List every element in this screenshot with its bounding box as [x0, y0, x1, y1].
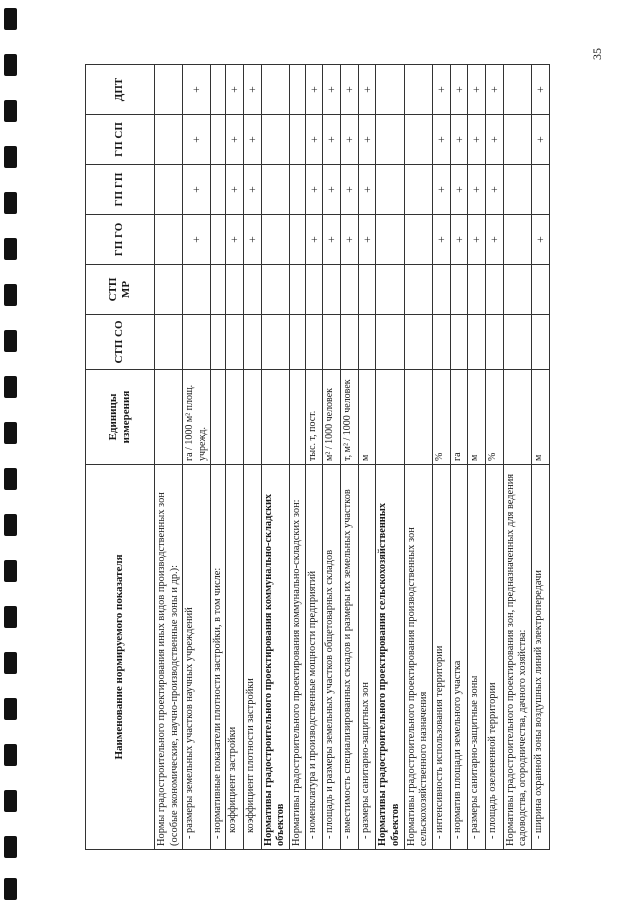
applicability-cell — [358, 265, 376, 315]
table-row — [503, 65, 531, 850]
applicability-cell: + — [433, 215, 451, 265]
applicability-cell — [290, 315, 306, 370]
table-row — [183, 65, 210, 850]
applicability-cell: + — [341, 215, 359, 265]
binder-hole — [4, 422, 17, 444]
applicability-cell: + — [226, 115, 244, 165]
table-row — [485, 65, 503, 850]
applicability-cell — [290, 65, 306, 115]
applicability-cell — [404, 115, 432, 165]
applicability-cell: + — [183, 65, 210, 115]
table-row — [226, 65, 244, 850]
applicability-cell — [404, 215, 432, 265]
table-row — [531, 65, 549, 850]
applicability-cell — [376, 215, 404, 265]
applicability-cell — [323, 315, 341, 370]
applicability-cell — [210, 65, 226, 115]
applicability-cell: + — [226, 215, 244, 265]
applicability-cell: + — [433, 165, 451, 215]
applicability-cell: + — [244, 215, 262, 265]
unit-cell: м² / 1000 человек — [323, 370, 341, 465]
applicability-cell — [503, 165, 531, 215]
applicability-cell: + — [244, 115, 262, 165]
applicability-cell — [210, 265, 226, 315]
applicability-cell — [210, 215, 226, 265]
applicability-cell: + — [433, 115, 451, 165]
binder-hole — [4, 54, 17, 76]
applicability-cell: + — [531, 115, 549, 165]
unit-cell — [376, 370, 404, 465]
applicability-cell — [244, 265, 262, 315]
applicability-cell — [376, 115, 404, 165]
unit-cell — [404, 370, 432, 465]
indicator-name-cell: - нормативные показатели плотности застройки, в том числе: — [210, 465, 226, 850]
applicability-cell: + — [244, 65, 262, 115]
applicability-cell: + — [305, 165, 323, 215]
applicability-cell — [261, 265, 289, 315]
applicability-cell — [261, 215, 289, 265]
applicability-cell: + — [341, 165, 359, 215]
header-stp-mr: СТП МР — [86, 265, 155, 315]
indicator-name-cell: - площадь и размеры земельных участков общетоварных складов — [323, 465, 341, 850]
applicability-cell: + — [323, 115, 341, 165]
applicability-cell — [404, 65, 432, 115]
table-row — [305, 65, 323, 850]
binder-hole — [4, 698, 17, 720]
applicability-cell: + — [468, 215, 486, 265]
unit-cell: м — [531, 370, 549, 465]
applicability-cell — [485, 315, 503, 370]
applicability-cell — [183, 265, 210, 315]
applicability-cell — [155, 215, 183, 265]
header-gp-sp: ГП СП — [86, 115, 155, 165]
table-row — [244, 65, 262, 850]
applicability-cell: + — [531, 215, 549, 265]
binder-hole — [4, 192, 17, 214]
applicability-cell — [244, 315, 262, 370]
unit-cell — [290, 370, 306, 465]
unit-cell: % — [485, 370, 503, 465]
binder-hole — [4, 560, 17, 582]
applicability-cell: + — [450, 165, 468, 215]
applicability-cell: + — [226, 65, 244, 115]
binder-holes — [4, 0, 18, 905]
applicability-cell — [503, 215, 531, 265]
indicator-name-cell: Нормы градостроительного проектирования иных видов производственных зон (особые экономические, научно-производственные зоны и др.): — [155, 465, 183, 850]
table-row — [433, 65, 451, 850]
applicability-cell — [531, 315, 549, 370]
binder-hole — [4, 100, 17, 122]
applicability-cell — [503, 315, 531, 370]
table-header-row — [86, 65, 155, 850]
unit-cell — [155, 370, 183, 465]
indicator-name-cell: - норматив площади земельного участка — [450, 465, 468, 850]
applicability-cell: + — [183, 215, 210, 265]
indicator-name-cell: - вместимость специализированных складов и размеры их земельных участков — [341, 465, 359, 850]
applicability-cell: + — [341, 115, 359, 165]
indicator-name-cell: - размеры санитарно-защитных зон — [358, 465, 376, 850]
indicator-name-cell: - интенсивность использования территории — [433, 465, 451, 850]
applicability-cell — [450, 265, 468, 315]
header-unit: Единицы измерения — [86, 370, 155, 465]
applicability-cell: + — [468, 65, 486, 115]
applicability-cell — [376, 65, 404, 115]
indicator-name-cell: Нормативы градостроительного проектирования сельскохозяйственных объектов — [376, 465, 404, 850]
applicability-cell: + — [323, 165, 341, 215]
table-row — [261, 65, 289, 850]
indicator-name-cell: коэффициент застройки — [226, 465, 244, 850]
applicability-cell: + — [358, 115, 376, 165]
applicability-cell: + — [450, 215, 468, 265]
binder-hole — [4, 878, 17, 900]
applicability-cell: + — [485, 215, 503, 265]
applicability-cell — [503, 65, 531, 115]
applicability-cell — [376, 265, 404, 315]
unit-cell: м — [468, 370, 486, 465]
binder-hole — [4, 284, 17, 306]
applicability-cell — [341, 265, 359, 315]
indicator-name-cell: - ширина охранной зоны воздушных линий электропередачи — [531, 465, 549, 850]
applicability-cell: + — [305, 115, 323, 165]
table-row — [468, 65, 486, 850]
indicator-name-cell: Нормативы градостроительного проектирования коммунально-складских зон: — [290, 465, 306, 850]
applicability-cell — [155, 65, 183, 115]
applicability-cell: + — [226, 165, 244, 215]
applicability-cell — [433, 315, 451, 370]
indicator-name-cell: коэффициент плотности застройки — [244, 465, 262, 850]
applicability-cell — [485, 265, 503, 315]
indicator-name-cell: - площадь озелененной территории — [485, 465, 503, 850]
header-indicator-name: Наименование нормируемого показателя — [86, 465, 155, 850]
table-row — [323, 65, 341, 850]
applicability-cell — [376, 315, 404, 370]
applicability-cell: + — [358, 65, 376, 115]
applicability-cell — [531, 165, 549, 215]
applicability-cell — [305, 265, 323, 315]
indicator-name-cell: Нормативы градостроительного проектирования коммунально-складских объектов — [261, 465, 289, 850]
indicator-name-cell: - номенклатура и производственные мощности предприятий — [305, 465, 323, 850]
applicability-cell — [261, 165, 289, 215]
unit-cell — [261, 370, 289, 465]
table-row — [290, 65, 306, 850]
unit-cell: тыс. т, пост. — [305, 370, 323, 465]
applicability-cell — [503, 265, 531, 315]
applicability-cell — [290, 115, 306, 165]
binder-hole — [4, 238, 17, 260]
binder-hole — [4, 468, 17, 490]
applicability-cell — [404, 165, 432, 215]
applicability-cell — [531, 265, 549, 315]
applicability-cell — [210, 165, 226, 215]
unit-cell — [210, 370, 226, 465]
applicability-cell: + — [323, 215, 341, 265]
binder-hole — [4, 652, 17, 674]
table-row — [376, 65, 404, 850]
applicability-cell: + — [485, 115, 503, 165]
applicability-cell — [155, 115, 183, 165]
applicability-cell: + — [531, 65, 549, 115]
applicability-cell — [261, 65, 289, 115]
applicability-cell: + — [485, 65, 503, 115]
applicability-cell — [341, 315, 359, 370]
unit-cell: га / 1000 м² площ. учрежд. — [183, 370, 210, 465]
applicability-cell — [290, 265, 306, 315]
unit-cell: га — [450, 370, 468, 465]
norms-table — [85, 64, 550, 850]
binder-hole — [4, 514, 17, 536]
applicability-cell — [290, 165, 306, 215]
binder-hole — [4, 790, 17, 812]
applicability-cell: + — [305, 215, 323, 265]
applicability-cell: + — [450, 115, 468, 165]
applicability-cell — [503, 115, 531, 165]
unit-cell — [244, 370, 262, 465]
indicator-name-cell: - размеры санитарно-защитные зоны — [468, 465, 486, 850]
table-row — [155, 65, 183, 850]
indicator-name-cell: Нормативы градостроительного проектирования производственных зон сельскохозяйственного назначения — [404, 465, 432, 850]
binder-hole — [4, 836, 17, 858]
applicability-cell: + — [183, 165, 210, 215]
applicability-cell: + — [433, 65, 451, 115]
rotated-table-container — [85, 65, 597, 850]
page-number: 35 — [590, 48, 604, 60]
applicability-cell — [323, 265, 341, 315]
applicability-cell: + — [485, 165, 503, 215]
header-stp-so: СТП СО — [86, 315, 155, 370]
binder-hole — [4, 376, 17, 398]
applicability-cell — [290, 215, 306, 265]
table-row — [450, 65, 468, 850]
applicability-cell — [155, 165, 183, 215]
applicability-cell — [210, 315, 226, 370]
applicability-cell — [261, 315, 289, 370]
applicability-cell — [183, 315, 210, 370]
table-row — [210, 65, 226, 850]
applicability-cell: + — [183, 115, 210, 165]
binder-hole — [4, 146, 17, 168]
unit-cell: т, м² / 1000 человек — [341, 370, 359, 465]
applicability-cell — [210, 115, 226, 165]
table-row — [358, 65, 376, 850]
applicability-cell — [376, 165, 404, 215]
applicability-cell: + — [358, 165, 376, 215]
applicability-cell: + — [358, 215, 376, 265]
applicability-cell — [433, 265, 451, 315]
applicability-cell: + — [468, 115, 486, 165]
binder-hole — [4, 8, 17, 30]
applicability-cell: + — [323, 65, 341, 115]
applicability-cell — [404, 315, 432, 370]
applicability-cell: + — [341, 65, 359, 115]
binder-hole — [4, 606, 17, 628]
applicability-cell: + — [450, 65, 468, 115]
applicability-cell — [155, 315, 183, 370]
header-dpt: ДПТ — [86, 65, 155, 115]
unit-cell: % — [433, 370, 451, 465]
table-row — [341, 65, 359, 850]
applicability-cell: + — [305, 65, 323, 115]
applicability-cell — [305, 315, 323, 370]
applicability-cell — [404, 265, 432, 315]
indicator-name-cell: - размеры земельных участков научных учреждений — [183, 465, 210, 850]
applicability-cell — [468, 315, 486, 370]
header-gp-gp: ГП ГП — [86, 165, 155, 215]
table-body — [155, 65, 550, 850]
applicability-cell: + — [244, 165, 262, 215]
applicability-cell — [155, 265, 183, 315]
table-row — [404, 65, 432, 850]
applicability-cell — [468, 265, 486, 315]
header-gp-go: ГП ГО — [86, 215, 155, 265]
binder-hole — [4, 744, 17, 766]
applicability-cell — [226, 315, 244, 370]
unit-cell — [226, 370, 244, 465]
applicability-cell: + — [468, 165, 486, 215]
applicability-cell — [358, 315, 376, 370]
applicability-cell — [261, 115, 289, 165]
unit-cell: м — [358, 370, 376, 465]
applicability-cell — [450, 315, 468, 370]
binder-hole — [4, 330, 17, 352]
indicator-name-cell: Нормативы градостроительного проектирования зон, предназначенных для ведения садоводства, огородничества, дачного хозяйства: — [503, 465, 531, 850]
unit-cell — [503, 370, 531, 465]
applicability-cell — [226, 265, 244, 315]
